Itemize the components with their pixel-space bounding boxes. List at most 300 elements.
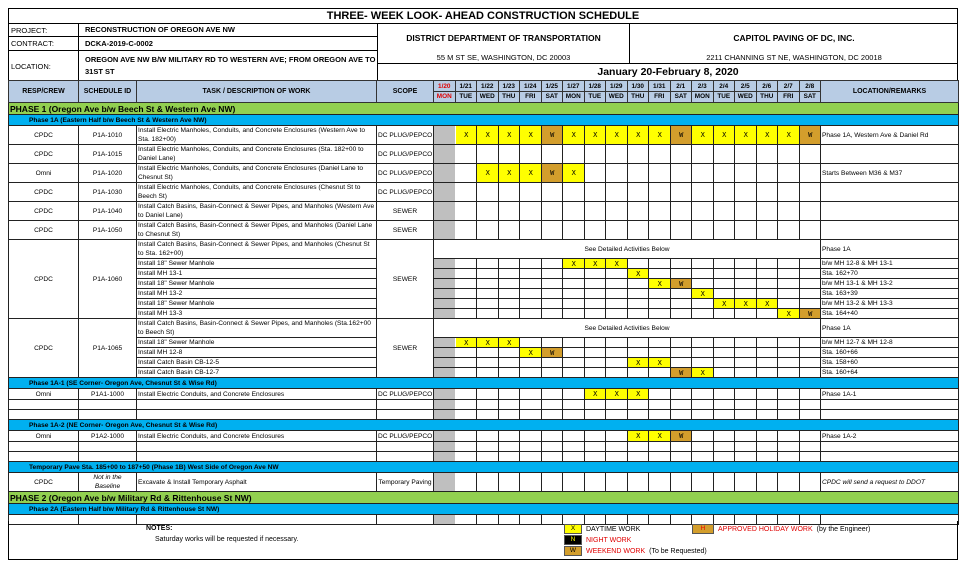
group-row: [9, 319, 959, 338]
day-cell: [713, 452, 735, 462]
day-cell: [455, 452, 477, 462]
day-cell: [692, 338, 714, 348]
weekend-work-cell: [799, 126, 821, 145]
day-cell: [670, 145, 692, 164]
day-cell: [756, 348, 778, 358]
day-cell: [778, 164, 800, 183]
day-cell: [735, 410, 757, 420]
day-cell: [541, 279, 563, 289]
day-cell: [649, 259, 671, 269]
day-cell-blocked: [434, 452, 456, 462]
day-cell: [627, 410, 649, 420]
day-cell: [756, 145, 778, 164]
scope: Temporary Paving: [377, 473, 434, 492]
phase-title: PHASE 1 (Oregon Ave b/w Beech St & Western Ave NW): [9, 103, 959, 115]
day-cell: [735, 348, 757, 358]
schedule-id: P1A-1030: [79, 183, 137, 202]
day-cell: [670, 473, 692, 492]
day-cell: [477, 221, 499, 240]
day-cell: [563, 358, 585, 368]
day-cell: [735, 368, 757, 378]
day-cell: [778, 473, 800, 492]
day-cell: [735, 164, 757, 183]
day-cell: [477, 389, 499, 400]
scope: [377, 442, 434, 452]
day-cell: [649, 183, 671, 202]
day-cell: [455, 410, 477, 420]
day-cell: [563, 442, 585, 452]
weekend-work-cell: [799, 309, 821, 319]
day-cell: [735, 338, 757, 348]
work-marks: XW: [442, 348, 830, 357]
day-label: SAT: [674, 92, 687, 100]
day-cell: [627, 221, 649, 240]
day-cell: [799, 400, 821, 410]
task-description: Install Electric Manholes, Conduits, and Concrete Enclosures (Western Ave to Sta. 182+00): [137, 126, 377, 145]
day-cell: [627, 473, 649, 492]
day-cell: [756, 452, 778, 462]
day-cell: [649, 348, 671, 358]
day-cell: [455, 183, 477, 202]
work-marks: X: [442, 289, 830, 298]
day-cell: [584, 309, 606, 319]
day-cell: [649, 269, 671, 279]
day-cell: [692, 473, 714, 492]
day-cell: [498, 289, 520, 299]
subtask-description: Install Catch Basin CB-12-7: [137, 368, 377, 378]
resp-crew: CPDC: [9, 126, 79, 145]
date-header: [498, 81, 520, 103]
day-cell: [799, 202, 821, 221]
table-row: [9, 389, 959, 400]
day-cell: [799, 289, 821, 299]
resp-crew: CPDC: [9, 183, 79, 202]
day-cell: [799, 164, 821, 183]
date-label: 1/28: [585, 82, 606, 92]
day-cell: [756, 358, 778, 368]
day-cell-blocked: [434, 400, 456, 410]
daytime-work-cell: [498, 164, 520, 183]
day-cell: [541, 442, 563, 452]
daytime-work-cell: [627, 389, 649, 400]
day-cell: [778, 259, 800, 269]
day-cell: [778, 269, 800, 279]
daytime-work-cell: [477, 164, 499, 183]
day-cell: [455, 221, 477, 240]
day-cell: [692, 269, 714, 279]
weekend-work-cell: [541, 164, 563, 183]
day-cell: [606, 269, 628, 279]
day-cell: [584, 431, 606, 442]
table-row: [9, 221, 959, 240]
daytime-work-cell: [584, 389, 606, 400]
day-cell: [455, 348, 477, 358]
notes-text: Saturday works will be requested if necessary.: [155, 536, 299, 543]
day-cell: [520, 400, 542, 410]
day-cell: [670, 289, 692, 299]
day-cell: [778, 221, 800, 240]
day-cell: [541, 338, 563, 348]
day-cell: [606, 368, 628, 378]
day-cell: [735, 389, 757, 400]
day-cell: [563, 348, 585, 358]
day-cell: [477, 289, 499, 299]
remarks: Sta. 160+66: [821, 348, 959, 358]
date-label: 1/23: [499, 82, 520, 92]
day-cell: [455, 442, 477, 452]
day-cell: [541, 389, 563, 400]
work-marks: XXX: [442, 338, 830, 347]
day-cell: [735, 452, 757, 462]
day-cell: [584, 368, 606, 378]
day-cell: [627, 442, 649, 452]
daytime-work-cell: [692, 126, 714, 145]
day-cell: [713, 279, 735, 289]
day-cell: [520, 442, 542, 452]
day-cell-blocked: [434, 389, 830, 400]
day-cell: [713, 309, 735, 319]
task-description: [137, 400, 377, 410]
table-row: [9, 442, 959, 452]
day-cell: [606, 348, 628, 358]
day-label: MON: [694, 92, 710, 100]
remarks: [821, 410, 959, 420]
day-cell: [455, 431, 477, 442]
table-row: [9, 400, 959, 410]
col-scope: SCOPE: [377, 81, 434, 103]
scope: SEWER: [377, 319, 434, 378]
subtask-row: [9, 358, 959, 368]
day-cell: [799, 338, 821, 348]
day-cell: [606, 338, 628, 348]
day-cell: [477, 202, 499, 221]
date-header: [713, 81, 735, 103]
day-cell: [670, 400, 692, 410]
scope: DC PLUG/PEPCO: [377, 183, 434, 202]
day-cell: [520, 259, 542, 269]
task-description: Install Catch Basins, Basin-Connect & Sewer Pipes, and Manholes (Chesnut St to Sta. 162+00): [137, 240, 377, 259]
day-cell: [498, 348, 520, 358]
day-cell: [584, 183, 606, 202]
resp-crew: CPDC: [9, 319, 79, 378]
day-label: FRI: [654, 92, 665, 100]
day-cell: [799, 410, 821, 420]
day-cell: [627, 452, 649, 462]
schedule-id: [79, 410, 137, 420]
date-header: [520, 81, 542, 103]
resp-crew: Omni: [9, 389, 79, 400]
weekend-work-cell: [670, 368, 692, 378]
day-label: MON: [436, 92, 452, 100]
subtask-row: [9, 299, 959, 309]
scope: [377, 400, 434, 410]
day-cell: [606, 431, 628, 442]
day-cell-blocked: [434, 202, 456, 221]
day-cell: [756, 410, 778, 420]
subphase-title: Phase 1A-1 (SE Corner- Oregon Ave, Chesnut St & Wise Rd): [9, 378, 959, 389]
table-row: [9, 145, 959, 164]
day-cell: [477, 358, 499, 368]
subphase-title: Phase 1A (Eastern Half b/w Beech St & Western Ave NW): [9, 115, 959, 126]
day-cell: [563, 410, 585, 420]
day-cell: [778, 299, 800, 309]
daytime-work-cell: [477, 338, 499, 348]
day-cell: [692, 259, 714, 269]
day-cell: [498, 400, 520, 410]
day-cell: [778, 338, 800, 348]
day-cell: [520, 279, 542, 289]
day-cell: [455, 145, 477, 164]
day-cell: [606, 442, 628, 452]
date-range: January 20-February 8, 2020: [377, 64, 958, 81]
day-cell: [584, 452, 606, 462]
day-cell: [498, 309, 520, 319]
day-cell-blocked: [434, 442, 456, 452]
day-cell: [563, 289, 585, 299]
schedule-id: P1A-1065: [79, 319, 137, 378]
day-cell: [713, 431, 735, 442]
day-cell: [713, 202, 735, 221]
day-cell: [541, 473, 563, 492]
task-description: Install Electric Manholes, Conduits, and Concrete Enclosures (Chesnut St to Beech St): [137, 183, 377, 202]
day-cell: [670, 183, 692, 202]
remarks: CPDC will send a request to DDOT: [821, 473, 959, 492]
day-cell: [649, 221, 671, 240]
date-header: [434, 81, 456, 103]
day-cell: [477, 145, 499, 164]
col-schedule-id: SCHEDULE ID: [79, 81, 137, 103]
schedule-table: [8, 80, 959, 525]
date-label: 2/1: [671, 82, 692, 92]
day-cell: [541, 202, 563, 221]
day-cell: [735, 259, 757, 269]
work-marks: XW: [442, 279, 830, 288]
remarks: Sta. 160+64: [821, 368, 959, 378]
date-label: 1/21: [456, 82, 477, 92]
day-cell: [477, 452, 499, 462]
day-cell: [606, 309, 628, 319]
day-cell: [520, 368, 542, 378]
day-cell: [735, 289, 757, 299]
subphase-row: [9, 504, 959, 515]
legend-holiday: [692, 524, 870, 534]
day-cell: [498, 279, 520, 289]
day-cell: [649, 338, 671, 348]
date-header: [778, 81, 800, 103]
scope: SEWER: [377, 202, 434, 221]
remarks: [821, 145, 959, 164]
day-cell: [498, 389, 520, 400]
remarks: Phase 1A-2: [821, 431, 959, 442]
day-cell: [455, 259, 477, 269]
resp-crew: [9, 400, 79, 410]
subtask-description: Install MH 12-8: [137, 348, 377, 358]
day-cell: [713, 389, 735, 400]
day-cell: [520, 452, 542, 462]
day-cell: [735, 183, 757, 202]
day-cell: [563, 400, 585, 410]
day-cell: [692, 221, 714, 240]
contract-row: [9, 37, 377, 51]
day-cell: [799, 221, 821, 240]
day-cell: [735, 145, 757, 164]
task-description: [137, 410, 377, 420]
day-cell: [799, 269, 821, 279]
table-row: [9, 410, 959, 420]
schedule-id: P1A-1015: [79, 145, 137, 164]
remarks: [821, 183, 959, 202]
day-cell: [563, 431, 585, 442]
day-cell: [477, 368, 499, 378]
day-cell: [498, 473, 520, 492]
project-info: [9, 24, 377, 81]
day-cell: [498, 269, 520, 279]
daytime-work-cell: [455, 338, 477, 348]
daytime-work-cell: [627, 126, 649, 145]
resp-crew: CPDC: [9, 145, 79, 164]
subphase-row: [9, 462, 959, 473]
day-cell: [498, 368, 520, 378]
day-label: SAT: [545, 92, 558, 100]
day-cell: [756, 389, 778, 400]
day-cell: [584, 299, 606, 309]
day-cell: [627, 202, 649, 221]
resp-crew: Omni: [9, 164, 79, 183]
subtask-row: [9, 348, 959, 358]
day-cell: [713, 410, 735, 420]
date-header: [627, 81, 649, 103]
day-cell: [584, 164, 606, 183]
day-cell: [670, 309, 692, 319]
daytime-work-cell: [649, 279, 671, 289]
day-cell: [520, 289, 542, 299]
date-header: [563, 81, 585, 103]
day-cell: [692, 299, 714, 309]
day-cell: [799, 183, 821, 202]
day-cell: [520, 202, 542, 221]
day-cell-blocked: [434, 126, 830, 145]
legend-night: [564, 535, 631, 545]
day-cell: [799, 473, 821, 492]
daytime-work-cell: [627, 431, 649, 442]
day-cell: [778, 183, 800, 202]
schedule-id: P1A-1010: [79, 126, 137, 145]
daytime-work-cell: [520, 126, 542, 145]
daytime-work-cell: [563, 126, 585, 145]
day-cell: [520, 389, 542, 400]
date-label: 1/31: [649, 82, 670, 92]
day-cell-blocked: [434, 473, 456, 492]
day-cell: [606, 221, 628, 240]
weekend-work-cell: [541, 348, 563, 358]
day-cell-blocked: [434, 269, 830, 279]
day-cell: [584, 400, 606, 410]
day-cell: [670, 358, 692, 368]
day-cell: [584, 358, 606, 368]
day-cell: [692, 145, 714, 164]
day-label: WED: [737, 92, 753, 100]
resp-crew: CPDC: [9, 221, 79, 240]
legend-holiday-suffix: (by the Engineer): [816, 525, 871, 533]
day-cell: [541, 452, 563, 462]
day-cell: [756, 164, 778, 183]
daytime-work-cell: [563, 259, 585, 269]
day-cell: [455, 299, 477, 309]
day-cell: [520, 309, 542, 319]
work-marks: WX: [442, 368, 830, 377]
day-cell: [670, 299, 692, 309]
schedule-id: P1A2-1000: [79, 431, 137, 442]
task-description: [137, 442, 377, 452]
day-cell: [756, 368, 778, 378]
day-cell: [713, 348, 735, 358]
day-cell: [520, 299, 542, 309]
remarks: Phase 1A-1: [821, 389, 959, 400]
contract-value: DCKA-2019-C-0002: [85, 38, 153, 48]
daytime-work-cell: [498, 338, 520, 348]
remarks: [821, 202, 959, 221]
day-cell: [799, 368, 821, 378]
day-cell: [563, 183, 585, 202]
day-cell: [692, 183, 714, 202]
day-cell: [756, 442, 778, 452]
remarks: Sta. 162+70: [821, 269, 959, 279]
task-description: Install Catch Basins, Basin-Connect & Sewer Pipes, and Manholes (Daniel Lane to Chesnut St): [137, 221, 377, 240]
daytime-work-cell: [455, 126, 477, 145]
subtask-description: Install MH 13-1: [137, 269, 377, 279]
day-cell: [455, 309, 477, 319]
day-cell: [606, 410, 628, 420]
day-label: WED: [608, 92, 624, 100]
day-cell-blocked: [434, 164, 830, 183]
daytime-work-cell: [584, 259, 606, 269]
daytime-work-cell: [735, 299, 757, 309]
owner-name: DISTRICT DEPARTMENT OF TRANSPORTATION: [406, 33, 601, 43]
day-cell: [692, 452, 714, 462]
resp-crew: CPDC: [9, 202, 79, 221]
day-cell: [584, 442, 606, 452]
subtask-row: [9, 279, 959, 289]
day-cell: [670, 202, 692, 221]
day-cell: [649, 289, 671, 299]
day-label: TUE: [588, 92, 602, 100]
day-cell: [627, 289, 649, 299]
work-marks: XXX: [442, 259, 830, 268]
day-cell: [584, 279, 606, 289]
day-label: THU: [631, 92, 645, 100]
day-cell: [627, 279, 649, 289]
day-cell: [541, 358, 563, 368]
day-cell: [563, 309, 585, 319]
day-cell: [477, 400, 499, 410]
subphase-title: Phase 2A (Eastern Half b/w Military Rd & Rittenhouse St NW): [9, 504, 959, 515]
resp-crew: [9, 442, 79, 452]
day-cell: [799, 299, 821, 309]
day-cell: [498, 431, 520, 442]
table-row: [9, 126, 959, 145]
day-label: WED: [479, 92, 495, 100]
day-cell: [649, 473, 671, 492]
work-marks: XXXWX: [442, 169, 830, 177]
day-cell-blocked: [434, 183, 456, 202]
day-cell: [670, 259, 692, 269]
day-cell: [477, 259, 499, 269]
daytime-work-cell: [778, 309, 800, 319]
day-cell: [477, 410, 499, 420]
date-label: 1/22: [477, 82, 498, 92]
date-label: 1/30: [628, 82, 649, 92]
task-description: Install Catch Basins, Basin-Connect & Sewer Pipes, and Manholes (Western Ave to Daniel Lane): [137, 202, 377, 221]
